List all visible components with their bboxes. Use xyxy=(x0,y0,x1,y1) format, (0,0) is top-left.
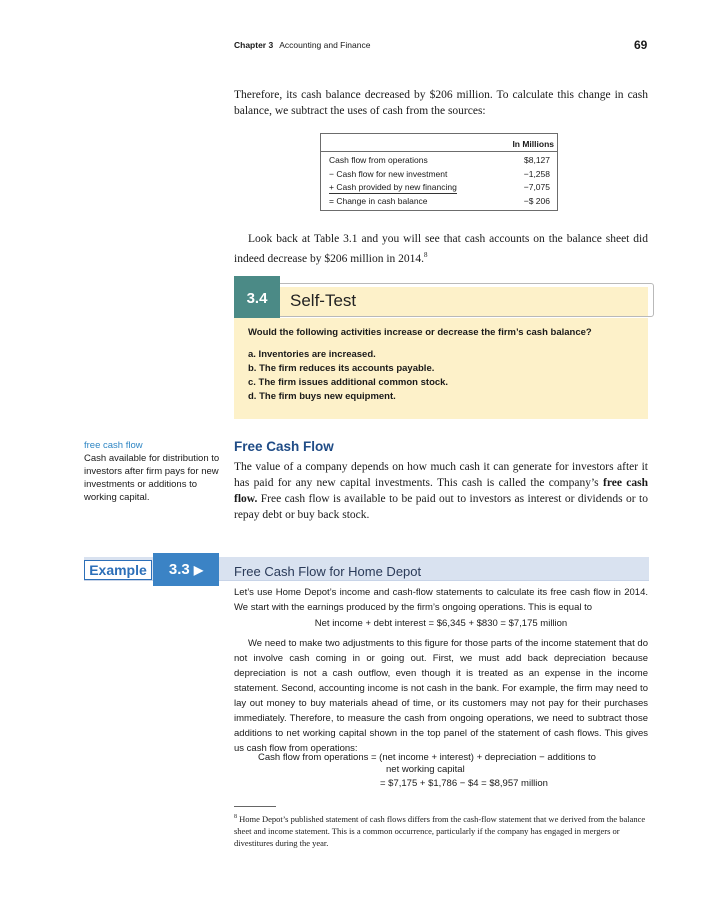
section-key-term: free cash flow. xyxy=(234,477,648,505)
footnote-number: 8 xyxy=(234,814,237,820)
chapter-label: Chapter 3 xyxy=(234,40,274,50)
running-header xyxy=(234,40,370,50)
footnote-rule xyxy=(234,806,276,807)
table-row xyxy=(321,182,557,195)
equation-2-line-3: = $7,175 + $1,786 − $4 = $8,957 million xyxy=(380,778,548,789)
example-number-badge xyxy=(153,553,219,586)
row-label: Cash flow from operations xyxy=(329,155,428,165)
example-paragraph-1: Let’s use Home Depot’s income and cash-flow statements to calculate its free cash flow in 2014. We start with the earnings produced by the firm’s ongoing operations. This is equal to xyxy=(234,587,648,613)
list-item: b. The firm reduces its accounts payable. xyxy=(248,363,435,374)
row-value: $8,127 xyxy=(524,155,550,165)
intro-paragraph: Therefore, its cash balance decreased by $206 million. To calculate this change in cash balance, we subtract the uses of cash from the sources: xyxy=(234,89,648,117)
example-number: 3.3 xyxy=(168,561,190,578)
equation-2-line-2: net working capital xyxy=(386,764,465,775)
section-text: The value of a company depends on how much cash it can generate for investors after it has paid for any new capital investments. This cash is called the company’s xyxy=(234,461,648,489)
table-column-header: In Millions xyxy=(512,139,554,149)
self-test-items xyxy=(248,348,448,404)
equation-2-line-1: Cash flow from operations = (net income + interest) + depreciation − additions to xyxy=(258,752,596,763)
footnote-text: Home Depot’s published statement of cash flows differs from the cash-flow statement that we derived from the balance sheet and income statement. This is a common occurrence, particularly if the company has engaged in mergers or divestitures during the year. xyxy=(234,813,646,848)
row-label: + Cash provided by new financing xyxy=(329,182,457,192)
chapter-title: Accounting and Finance xyxy=(279,40,371,50)
list-item: a. Inventories are increased. xyxy=(248,349,376,360)
list-item: c. The firm issues additional common stock. xyxy=(248,377,449,388)
section-heading: Free Cash Flow xyxy=(234,439,334,454)
self-test-question: Would the following activities increase or decrease the firm’s cash balance? xyxy=(248,327,592,338)
self-test-title: Self-Test xyxy=(290,291,357,310)
self-test-number-badge: 3.4 xyxy=(234,276,280,322)
list-item: d. The firm buys new equipment. xyxy=(248,391,396,402)
example-title: Free Cash Flow for Home Depot xyxy=(234,564,422,579)
row-label: = Change in cash balance xyxy=(329,196,428,206)
footnote-ref: 8 xyxy=(424,251,428,259)
equation-1: Net income + debt interest = $6,345 + $830 = $7,175 million xyxy=(314,618,568,629)
row-value: −$ 206 xyxy=(523,196,550,206)
cash-balance-table xyxy=(320,133,558,211)
table-header-rule xyxy=(321,151,557,152)
example-paragraph-2: We need to make two adjustments to this figure for those parts of the income statement that do not involve cash coming in or going out. First, we must add back depreciation because depreciation is not a cash outflow, even though it is treated as an expense in the income statement. Second, accounting income is not cash in the bank. For example, the firm may need to lay out money to buy materials ahead of time, or its customers may not pay for their purchases immediately. Therefore, to measure the cash from ongoing operations, we need to subtract those additions to net working capital shown in the top panel of the statement of cash flows. This gives us cash flow from operations: xyxy=(234,638,648,754)
margin-note-term: free cash flow xyxy=(84,440,143,451)
page-number: 69 xyxy=(634,38,648,52)
row-value: −1,258 xyxy=(523,169,550,179)
row-label: − Cash flow for new investment xyxy=(329,169,448,179)
lookback-paragraph xyxy=(234,231,648,267)
table-row xyxy=(321,196,557,209)
section-paragraph xyxy=(234,459,648,523)
table-row xyxy=(321,155,557,168)
margin-note-definition: Cash available for distribution to investors after firm pays for new investments or additions to working capital. xyxy=(84,453,220,503)
footnote xyxy=(234,811,648,849)
row-value: −7,075 xyxy=(523,182,550,192)
section-text: Free cash flow is available to be paid out to investors as interest or dividends or to repay debt or buy back stock. xyxy=(234,493,648,521)
example-label: Example xyxy=(84,560,152,580)
play-arrow-icon: ▶ xyxy=(193,563,204,577)
lookback-text: Look back at Table 3.1 and you will see that cash accounts on the balance sheet did indeed decrease by $206 million in 2014. xyxy=(234,233,648,265)
table-row xyxy=(321,169,557,182)
